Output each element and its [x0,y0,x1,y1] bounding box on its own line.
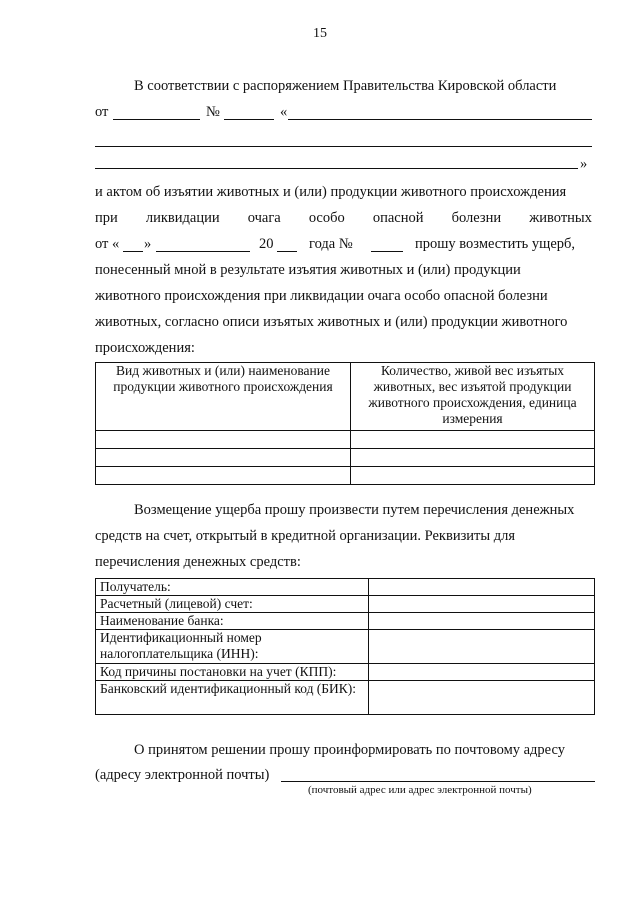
row-label-bank-name: Наименование банка: [96,613,369,630]
row-label-inn: Идентификационный номер налогоплательщика (ИНН): [96,630,369,664]
table-cell[interactable] [351,431,595,449]
value-cell-inn[interactable] [369,630,595,664]
table-row [96,431,595,449]
date-blank[interactable] [113,119,200,120]
table-cell[interactable] [96,467,351,485]
quote-close: » [580,156,588,172]
word: особо [308,210,345,226]
value-cell-bik[interactable] [369,681,595,715]
order-title-blank-1[interactable] [288,119,592,120]
para2-line5: животного происхождения при ликвидации очага особо опасной болезни [95,288,548,304]
word: опасной [372,210,424,226]
para3-line2: средств на счет, открытый в кредитной организации. Реквизиты для [95,528,516,544]
table-row [96,664,595,681]
table-row [96,681,595,715]
order-title-blank-3[interactable] [95,168,578,169]
bank-details-table [95,578,595,715]
act-year-blank[interactable] [277,251,297,252]
act-quote-close: » [144,236,152,252]
row-label-kpp: Код причины постановки на учет (КПП): [96,664,369,681]
row-label-account: Расчетный (лицевой) счет: [96,596,369,613]
para3-line3: перечисления денежных средств: [95,554,301,570]
act-day-blank[interactable] [123,251,143,252]
table-cell[interactable] [96,449,351,467]
act-line-tail: прошу возместить ущерб, [415,236,576,252]
value-cell-recipient[interactable] [369,579,595,596]
act-from-label: от « [95,236,120,252]
para2-line7: происхождения: [95,340,195,356]
word: животных [529,210,592,226]
page-number: 15 [313,26,327,41]
act-year-word: года № [309,236,353,252]
number-blank[interactable] [224,119,274,120]
para2-line4: понесенный мной в результате изъятия животных и (или) продукции [95,262,521,278]
word: при [95,210,118,226]
word: ликвидации [145,210,220,226]
act-year-prefix: 20 [259,236,274,252]
table-cell[interactable] [351,467,595,485]
para4-line1: О принятом решении прошу проинформировать по почтовому адресу [134,742,565,758]
col-header-type: Вид животных и (или) наименование продукции животного происхождения [96,363,351,431]
word: болезни [451,210,502,226]
number-sign: № [206,104,220,120]
para2-line2 [95,209,592,227]
address-blank[interactable] [281,781,595,782]
address-hint: (почтовый адрес или адрес электронной почты) [308,784,532,796]
para4-line2: (адресу электронной почты) [95,767,270,783]
table-row [96,449,595,467]
para1-line1: В соответствии с распоряжением Правительства Кировской области [134,78,557,94]
act-number-blank[interactable] [371,251,403,252]
table-row [96,596,595,613]
value-cell-bank-name[interactable] [369,613,595,630]
para2-line6: животных, согласно описи изъятых животных и (или) продукции животного [95,314,568,330]
quote-open: « [280,104,288,120]
table-header-row [96,363,595,431]
table-row [96,630,595,664]
order-title-blank-2[interactable] [95,146,592,147]
row-label-bik: Банковский идентификационный код (БИК): [96,681,369,715]
act-month-blank[interactable] [156,251,250,252]
row-label-recipient: Получатель: [96,579,369,596]
animals-table [95,362,595,485]
para3-line1: Возмещение ущерба прошу произвести путем перечисления денежных [134,502,575,518]
from-label: от [95,104,109,120]
table-row [96,467,595,485]
table-row [96,613,595,630]
table-cell[interactable] [351,449,595,467]
table-cell[interactable] [96,431,351,449]
value-cell-kpp[interactable] [369,664,595,681]
col-header-quantity: Количество, живой вес изъятых животных, вес изъятой продукции животного происхождения, единица измерения [351,363,595,431]
table-row [96,579,595,596]
word: очага [247,210,281,226]
para2-line1: и актом об изъятии животных и (или) продукции животного происхождения [95,184,567,200]
value-cell-account[interactable] [369,596,595,613]
